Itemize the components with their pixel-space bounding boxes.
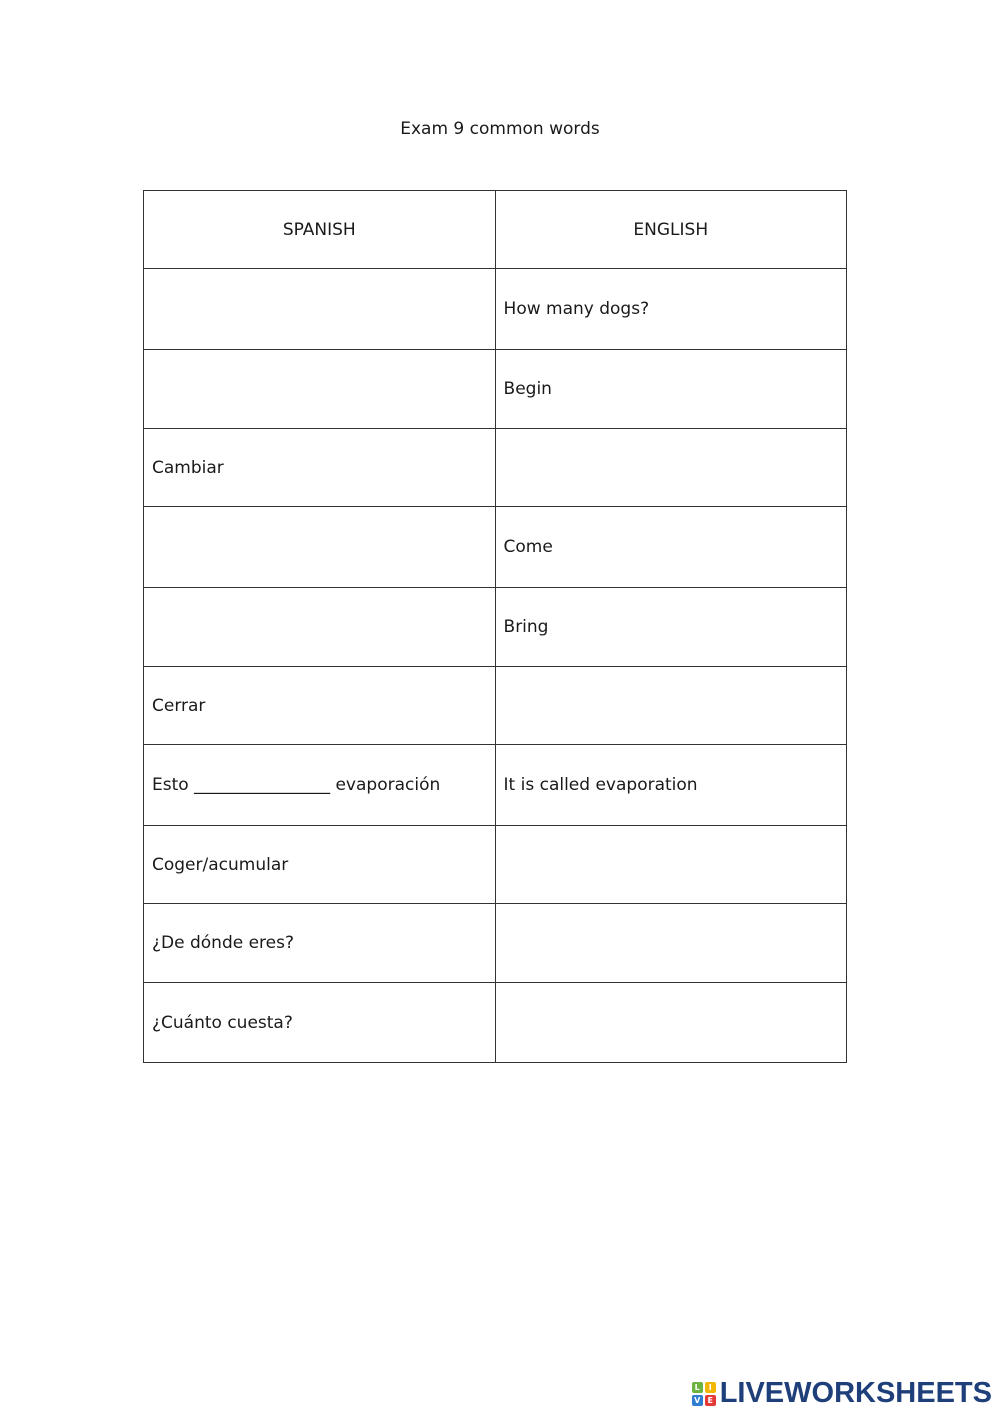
logo-wordmark: LIVEWORKSHEETS: [719, 1377, 992, 1409]
spanish-cell: Cerrar: [144, 667, 496, 745]
table-row: [144, 745, 847, 826]
english-cell: Begin: [495, 350, 846, 429]
spanish-cell[interactable]: [144, 588, 496, 667]
table-row: [144, 826, 847, 904]
english-cell: Bring: [495, 588, 846, 667]
table-row: [144, 588, 847, 667]
worksheet-title: Exam 9 common words: [400, 119, 600, 139]
table-row: [144, 667, 847, 745]
table-row: [144, 507, 847, 588]
spanish-cell: Coger/acumular: [144, 826, 496, 904]
logo-squares-icon: L I V E: [692, 1382, 716, 1406]
english-cell[interactable]: [495, 826, 846, 904]
english-cell: How many dogs?: [495, 269, 846, 350]
english-cell: Come: [495, 507, 846, 588]
spanish-cell[interactable]: [144, 269, 496, 350]
header-row: [144, 191, 847, 269]
english-cell[interactable]: [495, 429, 846, 507]
english-cell: It is called evaporation: [495, 745, 846, 826]
spanish-cell[interactable]: [144, 507, 496, 588]
english-cell[interactable]: [495, 904, 846, 983]
table-row: [144, 269, 847, 350]
liveworksheets-logo: [692, 1377, 992, 1410]
spanish-cell: Esto ________________ evaporación: [144, 745, 496, 826]
spanish-cell: Cambiar: [144, 429, 496, 507]
english-cell[interactable]: [495, 983, 846, 1063]
spanish-cell: ¿De dónde eres?: [144, 904, 496, 983]
table-row: [144, 429, 847, 507]
table-row: [144, 983, 847, 1063]
table-row: [144, 350, 847, 429]
spanish-cell: ¿Cuánto cuesta?: [144, 983, 496, 1063]
table-row: [144, 904, 847, 983]
vocabulary-table: [143, 190, 847, 1063]
header-english: ENGLISH: [495, 191, 846, 269]
header-spanish: SPANISH: [144, 191, 496, 269]
english-cell[interactable]: [495, 667, 846, 745]
spanish-cell[interactable]: [144, 350, 496, 429]
